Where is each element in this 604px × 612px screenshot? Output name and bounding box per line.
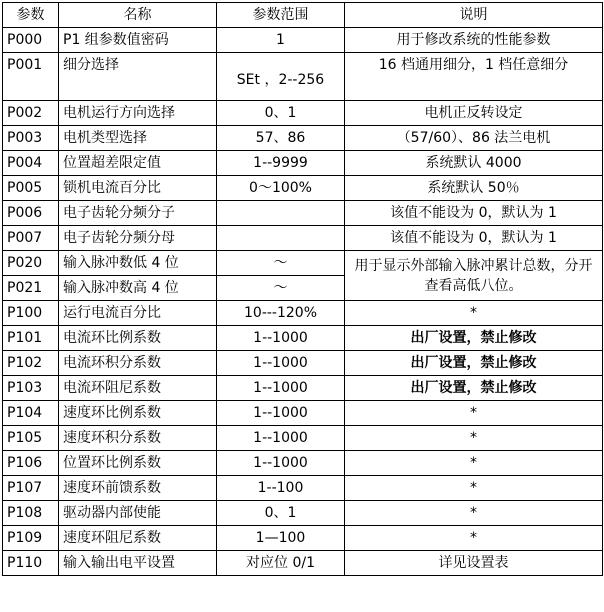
param-name: 电流环积分系数 bbox=[59, 351, 217, 376]
table-row bbox=[3, 426, 603, 451]
param-name: P1 组参数值密码 bbox=[59, 28, 217, 53]
param-range: ～ bbox=[217, 251, 345, 276]
table-row bbox=[3, 151, 603, 176]
table-row bbox=[3, 326, 603, 351]
table-row bbox=[3, 226, 603, 251]
param-code: P020 bbox=[3, 251, 59, 276]
param-name: 电流环比例系数 bbox=[59, 326, 217, 351]
param-desc: 系统默认 50％ bbox=[345, 176, 603, 201]
param-range: 1—100 bbox=[217, 526, 345, 551]
param-desc: 用于修改系统的性能参数 bbox=[345, 28, 603, 53]
table-row bbox=[3, 176, 603, 201]
param-code: P000 bbox=[3, 28, 59, 53]
param-desc: * bbox=[345, 401, 603, 426]
param-range: 57、86 bbox=[217, 126, 345, 151]
param-code: P004 bbox=[3, 151, 59, 176]
param-code: P104 bbox=[3, 401, 59, 426]
param-range: 1--1000 bbox=[217, 401, 345, 426]
table-row bbox=[3, 526, 603, 551]
table-row bbox=[3, 376, 603, 401]
param-range: SEt ，2--256 bbox=[217, 53, 345, 101]
param-range: 1--1000 bbox=[217, 426, 345, 451]
param-desc: * bbox=[345, 451, 603, 476]
table-row bbox=[3, 476, 603, 501]
param-code: P109 bbox=[3, 526, 59, 551]
param-desc: 详见设置表 bbox=[345, 551, 603, 576]
header-desc: 说明 bbox=[345, 3, 603, 28]
param-code: P101 bbox=[3, 326, 59, 351]
param-name: 输入输出电平设置 bbox=[59, 551, 217, 576]
table-row bbox=[3, 126, 603, 151]
param-desc: 电机正反转设定 bbox=[345, 101, 603, 126]
param-desc: * bbox=[345, 501, 603, 526]
param-desc: * bbox=[345, 301, 603, 326]
param-name: 速度环前馈系数 bbox=[59, 476, 217, 501]
param-desc: （57/60）、86 法兰电机 bbox=[345, 126, 603, 151]
table-row bbox=[3, 101, 603, 126]
table-row bbox=[3, 451, 603, 476]
header-param: 参数 bbox=[3, 3, 59, 28]
param-desc: 出厂设置，禁止修改 bbox=[345, 376, 603, 401]
param-range: 0、1 bbox=[217, 101, 345, 126]
param-code: P003 bbox=[3, 126, 59, 151]
param-desc: 该值不能设为 0，默认为 1 bbox=[345, 201, 603, 226]
param-range bbox=[217, 201, 345, 226]
param-code: P100 bbox=[3, 301, 59, 326]
param-name: 输入脉冲数高 4 位 bbox=[59, 276, 217, 301]
param-code: P005 bbox=[3, 176, 59, 201]
param-name: 细分选择 bbox=[59, 53, 217, 101]
param-range: 0、1 bbox=[217, 501, 345, 526]
table-row bbox=[3, 28, 603, 53]
param-range: 1 bbox=[217, 28, 345, 53]
param-desc: 16 档通用细分，1 档任意细分 bbox=[345, 53, 603, 101]
param-code: P021 bbox=[3, 276, 59, 301]
param-name: 速度环积分系数 bbox=[59, 426, 217, 451]
param-name: 输入脉冲数低 4 位 bbox=[59, 251, 217, 276]
param-range: 10---120% bbox=[217, 301, 345, 326]
table-row bbox=[3, 201, 603, 226]
param-range: 1--1000 bbox=[217, 376, 345, 401]
param-name: 位置超差限定值 bbox=[59, 151, 217, 176]
param-name: 电子齿轮分频分子 bbox=[59, 201, 217, 226]
param-desc: * bbox=[345, 476, 603, 501]
parameter-table bbox=[2, 2, 603, 576]
param-range: 1--9999 bbox=[217, 151, 345, 176]
table-row bbox=[3, 551, 603, 576]
param-name: 电机类型选择 bbox=[59, 126, 217, 151]
param-desc: * bbox=[345, 526, 603, 551]
param-desc: 用于显示外部输入脉冲累计总数，分开查看高低八位。 bbox=[345, 251, 603, 301]
param-name: 锁机电流百分比 bbox=[59, 176, 217, 201]
param-code: P006 bbox=[3, 201, 59, 226]
table-row bbox=[3, 501, 603, 526]
header-range: 参数范围 bbox=[217, 3, 345, 28]
param-name: 电流环阻尼系数 bbox=[59, 376, 217, 401]
param-code: P107 bbox=[3, 476, 59, 501]
param-name: 驱动器内部使能 bbox=[59, 501, 217, 526]
param-code: P001 bbox=[3, 53, 59, 101]
param-range bbox=[217, 226, 345, 251]
header-row bbox=[3, 3, 603, 28]
param-desc: 该值不能设为 0，默认为 1 bbox=[345, 226, 603, 251]
param-name: 电子齿轮分频分母 bbox=[59, 226, 217, 251]
table-row bbox=[3, 251, 603, 276]
param-range: 1--1000 bbox=[217, 351, 345, 376]
param-code: P007 bbox=[3, 226, 59, 251]
param-range: 0～100% bbox=[217, 176, 345, 201]
param-range: 对应位 0/1 bbox=[217, 551, 345, 576]
param-range: 1--100 bbox=[217, 476, 345, 501]
table-row bbox=[3, 351, 603, 376]
param-range: ～ bbox=[217, 276, 345, 301]
param-code: P103 bbox=[3, 376, 59, 401]
table-row bbox=[3, 301, 603, 326]
param-range: 1--1000 bbox=[217, 451, 345, 476]
param-name: 运行电流百分比 bbox=[59, 301, 217, 326]
param-desc: 系统默认 4000 bbox=[345, 151, 603, 176]
table-row bbox=[3, 53, 603, 101]
param-name: 位置环比例系数 bbox=[59, 451, 217, 476]
param-code: P105 bbox=[3, 426, 59, 451]
header-name: 名称 bbox=[59, 3, 217, 28]
param-name: 速度环阻尼系数 bbox=[59, 526, 217, 551]
param-name: 速度环比例系数 bbox=[59, 401, 217, 426]
param-code: P002 bbox=[3, 101, 59, 126]
param-range: 1--1000 bbox=[217, 326, 345, 351]
param-desc: 出厂设置，禁止修改 bbox=[345, 351, 603, 376]
param-desc: 出厂设置，禁止修改 bbox=[345, 326, 603, 351]
table-row bbox=[3, 401, 603, 426]
param-code: P102 bbox=[3, 351, 59, 376]
param-code: P110 bbox=[3, 551, 59, 576]
param-code: P106 bbox=[3, 451, 59, 476]
param-desc: * bbox=[345, 426, 603, 451]
param-code: P108 bbox=[3, 501, 59, 526]
param-name: 电机运行方向选择 bbox=[59, 101, 217, 126]
